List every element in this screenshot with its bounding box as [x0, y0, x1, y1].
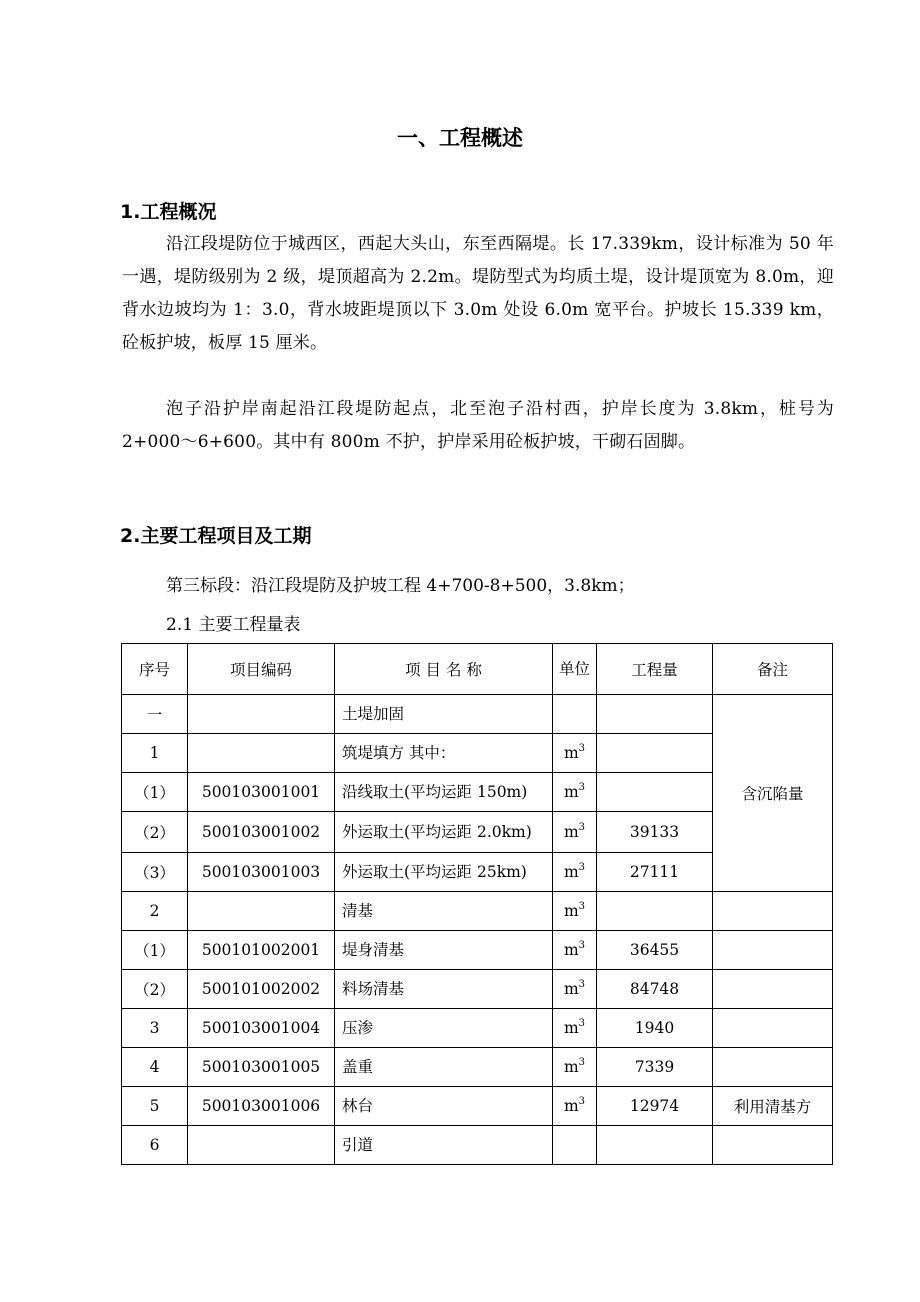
header-code: 项目编码 [188, 644, 335, 695]
unit-exponent: 3 [578, 821, 586, 833]
cell-note: 利用清基方 [713, 1087, 833, 1126]
cell-unit [553, 892, 597, 931]
table-caption: 2.1 主要工程量表 [166, 615, 301, 635]
cell-code: 500103001001 [188, 773, 335, 812]
cell-code [188, 734, 335, 773]
unit-exponent: 3 [578, 939, 586, 951]
cell-note-merged: 含沉陷量 [713, 695, 833, 892]
cell-code: 500103001006 [188, 1087, 335, 1126]
unit-exponent: 3 [578, 1095, 586, 1107]
table-header-row [122, 644, 833, 695]
unit-base: m [563, 783, 579, 802]
header-qty: 工程量 [597, 644, 713, 695]
cell-qty: 7339 [597, 1048, 713, 1087]
cell-seq: 6 [122, 1126, 188, 1165]
cell-note [713, 970, 833, 1009]
cell-unit [553, 931, 597, 970]
cell-code: 500103001005 [188, 1048, 335, 1087]
cell-seq: 4 [122, 1048, 188, 1087]
unit-base: m [563, 902, 579, 921]
cell-name: 林台 [335, 1087, 553, 1126]
header-note: 备注 [713, 644, 833, 695]
unit-exponent: 3 [578, 1056, 586, 1068]
table-row [122, 1009, 833, 1048]
cell-name: 堤身清基 [335, 931, 553, 970]
table-row [122, 892, 833, 931]
cell-unit [553, 1009, 597, 1048]
cell-qty [597, 1126, 713, 1165]
section-1-paragraph-2: 泡子沿护岸南起沿江段堤防起点，北至泡子沿村西，护岸长度为 3.8km，桩号为 2+000～6+600。其中有 800m 不护，护岸采用砼板护坡，干砌石固脚。 [122, 399, 834, 452]
cell-name: 引道 [335, 1126, 553, 1165]
cell-unit [553, 773, 597, 812]
cell-seq: 5 [122, 1087, 188, 1126]
unit-exponent: 3 [578, 861, 586, 873]
cell-note [713, 1126, 833, 1165]
cell-code [188, 695, 335, 734]
unit-base: m [563, 1058, 579, 1077]
cell-seq: （2） [122, 812, 188, 853]
cell-qty: 1940 [597, 1009, 713, 1048]
unit-base: m [563, 980, 579, 999]
cell-unit [553, 1048, 597, 1087]
unit-base: m [563, 1097, 579, 1116]
cell-name: 盖重 [335, 1048, 553, 1087]
table-row [122, 695, 833, 734]
cell-unit [553, 970, 597, 1009]
table-row [122, 1126, 833, 1165]
cell-unit [553, 734, 597, 773]
cell-unit [553, 695, 597, 734]
header-seq: 序号 [122, 644, 188, 695]
cell-name: 外运取土(平均运距 25km) [335, 853, 553, 892]
unit-exponent: 3 [578, 900, 586, 912]
cell-code: 500103001002 [188, 812, 335, 853]
cell-name: 土堤加固 [335, 695, 553, 734]
cell-unit [553, 1126, 597, 1165]
cell-name: 外运取土(平均运距 2.0km) [335, 812, 553, 853]
cell-name: 沿线取土(平均运距 150m) [335, 773, 553, 812]
header-unit: 单位 [553, 644, 597, 695]
unit-base: m [563, 744, 579, 763]
cell-seq: （1） [122, 773, 188, 812]
cell-code: 500101002001 [188, 931, 335, 970]
section-1-heading: 1.工程概况 [120, 201, 217, 223]
section-2-line-1: 第三标段：沿江段堤防及护坡工程 4+700-8+500，3.8km； [166, 576, 635, 596]
cell-code: 500103001004 [188, 1009, 335, 1048]
cell-note [713, 892, 833, 931]
cell-note [713, 1009, 833, 1048]
unit-exponent: 3 [578, 781, 586, 793]
unit-base: m [563, 941, 579, 960]
table-row [122, 1048, 833, 1087]
cell-seq: 一 [122, 695, 188, 734]
cell-seq: （1） [122, 931, 188, 970]
cell-name: 筑堤填方 其中： [335, 734, 553, 773]
cell-note [713, 1048, 833, 1087]
cell-seq: 3 [122, 1009, 188, 1048]
cell-qty: 27111 [597, 853, 713, 892]
cell-qty: 39133 [597, 812, 713, 853]
section-2-heading: 2.主要工程项目及工期 [120, 525, 312, 547]
header-name: 项 目 名 称 [335, 644, 553, 695]
cell-qty [597, 695, 713, 734]
unit-exponent: 3 [578, 1017, 586, 1029]
cell-note [713, 931, 833, 970]
cell-code [188, 892, 335, 931]
page-title: 一、工程概述 [397, 126, 523, 150]
cell-qty: 36455 [597, 931, 713, 970]
cell-code: 500101002002 [188, 970, 335, 1009]
unit-base: m [563, 823, 579, 842]
table-row [122, 970, 833, 1009]
cell-seq: （2） [122, 970, 188, 1009]
cell-qty [597, 892, 713, 931]
cell-unit [553, 812, 597, 853]
cell-name: 料场清基 [335, 970, 553, 1009]
unit-exponent: 3 [578, 742, 586, 754]
cell-name: 压渗 [335, 1009, 553, 1048]
cell-unit [553, 1087, 597, 1126]
cell-seq: 1 [122, 734, 188, 773]
quantity-table [121, 643, 833, 1165]
cell-qty: 84748 [597, 970, 713, 1009]
cell-qty [597, 773, 713, 812]
unit-exponent: 3 [578, 978, 586, 990]
cell-seq: 2 [122, 892, 188, 931]
cell-code: 500103001003 [188, 853, 335, 892]
table-row [122, 1087, 833, 1126]
section-1-paragraph-1: 沿江段堤防位于城西区，西起大头山，东至西隔堤。长 17.339km，设计标准为 50 年一遇，堤防级别为 2 级，堤顶超高为 2.2m。堤防型式为均质土堤，设计堤顶宽为 8.0m，迎背水边坡均为 1：3.0，背水坡距堤顶以下 3.0m 处设 6.0m 宽平台。护坡长 15.339 km，砼板护坡，板厚 15 厘米。 [122, 234, 834, 353]
cell-seq: （3） [122, 853, 188, 892]
cell-qty [597, 734, 713, 773]
unit-base: m [563, 1019, 579, 1038]
cell-qty: 12974 [597, 1087, 713, 1126]
cell-code [188, 1126, 335, 1165]
unit-base: m [563, 863, 579, 882]
cell-unit [553, 853, 597, 892]
cell-name: 清基 [335, 892, 553, 931]
table-row [122, 931, 833, 970]
